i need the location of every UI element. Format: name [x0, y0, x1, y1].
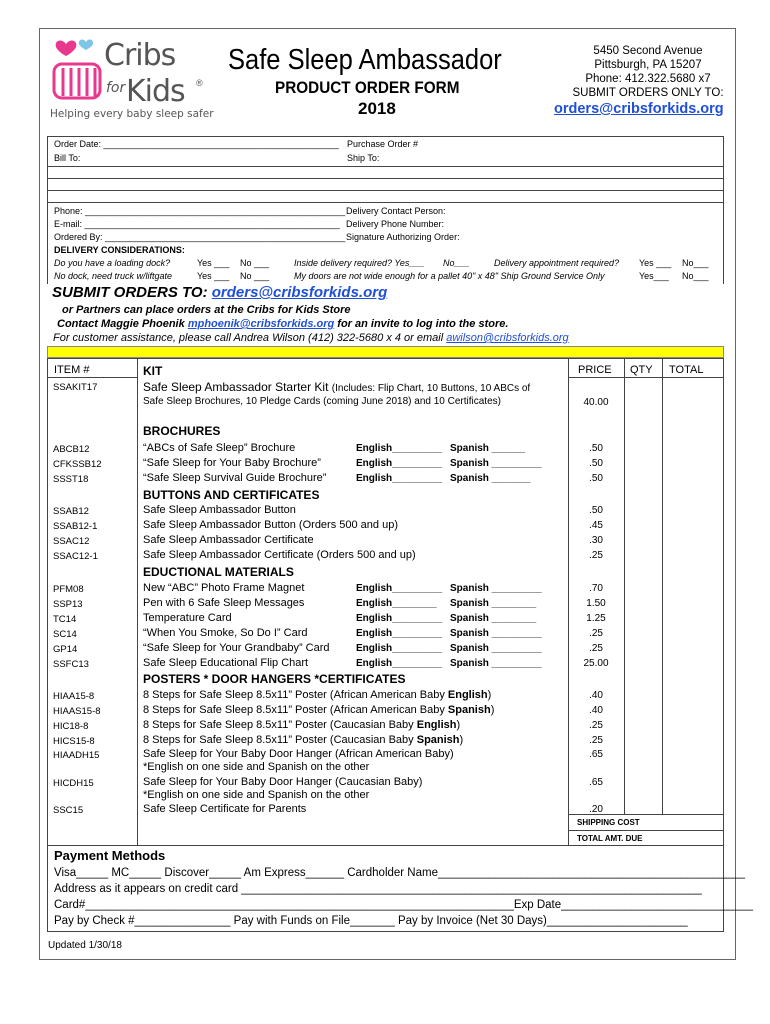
payment-methods-title: Payment Methods — [54, 848, 166, 863]
section-posters: POSTERS * DOOR HANGERS *CERTIFICATES — [143, 672, 406, 686]
highlight-bar — [47, 346, 724, 358]
item-description-text: Safe Sleep Ambassador Certificate (Orders 500 and up) — [143, 549, 416, 561]
item-price: .40 — [589, 690, 603, 701]
item-description-end: ) — [459, 734, 464, 746]
item-code: SSAB12-1 — [53, 521, 98, 532]
item-code: HIAA15-8 — [53, 691, 95, 702]
english-qty-field[interactable]: English_________ — [356, 443, 443, 454]
submit-orders-email-link[interactable]: orders@cribsforkids.org — [211, 284, 388, 301]
pallet-question: My doors are not wide enough for a pallet 40" x 48" Ship Ground Service Only — [294, 271, 605, 281]
col-total-header: TOTAL — [669, 364, 704, 376]
item-code: ABCB12 — [53, 444, 90, 455]
kit-description — [143, 380, 530, 394]
address-line-1: 5450 Second Avenue — [593, 45, 703, 57]
kit-code: SSAKIT17 — [53, 382, 98, 393]
ship-to-field[interactable]: Ship To: — [347, 153, 380, 163]
spanish-qty-field[interactable]: Spanish _________ — [450, 643, 542, 654]
ordered-by-field[interactable]: Ordered By: ________________________________________________ — [54, 232, 346, 242]
item-description — [143, 642, 330, 654]
section-brochures: BROCHURES — [143, 424, 221, 438]
rule — [47, 202, 724, 203]
rule — [624, 358, 625, 814]
spanish-qty-field[interactable]: Spanish _________ — [450, 583, 542, 594]
spanish-qty-field[interactable]: Spanish ________ — [450, 598, 537, 609]
address-line-2: Pittsburgh, PA 15207 — [594, 59, 702, 71]
rule — [47, 136, 724, 137]
crib-heart-icon — [50, 38, 104, 104]
loading-dock-question: Do you have a loading dock? — [54, 258, 171, 268]
section-buttons: BUTTONS AND CERTIFICATES — [143, 488, 320, 502]
spanish-qty-field[interactable]: Spanish ________ — [450, 613, 537, 624]
rule — [47, 931, 724, 932]
updated-date: Updated 1/30/18 — [48, 940, 122, 951]
item-description — [143, 803, 306, 815]
item-description — [143, 597, 304, 609]
item-price: .25 — [589, 550, 603, 561]
cribs-for-kids-logo — [50, 38, 214, 122]
item-description — [143, 442, 295, 454]
item-language: Spanish — [447, 704, 491, 716]
item-description-text: “Safe Sleep Survival Guide Brochure” — [143, 472, 327, 484]
item-description — [143, 582, 304, 594]
item-price: 1.50 — [586, 598, 606, 609]
item-description-text: Pen with 6 Safe Sleep Messages — [143, 597, 305, 609]
spanish-qty-field[interactable]: Spanish _______ — [450, 473, 531, 484]
english-qty-field[interactable]: English_________ — [356, 658, 443, 669]
assistance-line — [53, 332, 569, 344]
item-price: .45 — [589, 520, 603, 531]
rule — [568, 377, 724, 378]
rule — [47, 190, 724, 191]
col-item-header: ITEM # — [54, 364, 90, 376]
item-price: .70 — [589, 583, 603, 594]
item-code: SC14 — [53, 629, 77, 640]
item-description — [143, 519, 398, 531]
item-description — [143, 657, 308, 669]
item-description-text: Safe Sleep Ambassador Certificate — [143, 534, 314, 546]
col-qty-header: QTY — [630, 364, 653, 376]
submit-orders-label: SUBMIT ORDERS TO: — [52, 284, 208, 301]
rule — [47, 136, 48, 284]
item-description-text: “ABCs of Safe Sleep” Brochure — [143, 442, 296, 454]
spanish-qty-field[interactable]: Spanish ______ — [450, 443, 526, 454]
item-description-text: Safe Sleep Ambassador Button (Orders 500 and up) — [143, 519, 398, 531]
phone-field[interactable]: Phone: ____________________________________________________ — [54, 206, 346, 216]
contact-line — [57, 318, 508, 330]
item-description — [143, 627, 307, 639]
item-price: .25 — [589, 720, 603, 731]
kit-includes-cont: Safe Sleep Brochures, 10 Pledge Cards (coming June 2018) and 10 Certificates) — [143, 396, 501, 407]
contact-suffix: for an invite to log into the store. — [337, 318, 509, 330]
item-description-text: Safe Sleep Ambassador Button — [143, 504, 296, 516]
assistance-prefix: For customer assistance, please call Andrea Wilson (412) 322-5680 x 4 or email — [53, 332, 444, 344]
pallet-yes[interactable]: Yes___ — [639, 271, 669, 281]
item-price: .25 — [589, 643, 603, 654]
spanish-qty-field[interactable]: Spanish _________ — [450, 458, 542, 469]
header-email-link[interactable]: orders@cribsforkids.org — [554, 101, 724, 117]
item-description-text: 8 Steps for Safe Sleep 8.5x11” Poster (Caucasian Baby — [143, 734, 417, 746]
item-code: HIAADH15 — [53, 750, 100, 761]
email-field[interactable]: E-mail: ___________________________________________________ — [54, 219, 340, 229]
item-code: SSAB12 — [53, 506, 89, 517]
item-price: .40 — [589, 705, 603, 716]
item-price: .50 — [589, 443, 603, 454]
item-price: .25 — [589, 735, 603, 746]
appointment-question: Delivery appointment required? — [494, 258, 620, 268]
item-description — [143, 504, 296, 516]
pallet-no[interactable]: No___ — [682, 271, 709, 281]
item-code: SSC15 — [53, 805, 84, 816]
kit-includes: (Includes: Flip Chart, 10 Buttons, 10 ABCs of — [331, 383, 531, 394]
logo-registered: ® — [196, 78, 203, 88]
item-code: PFM08 — [53, 584, 84, 595]
item-description-text: “Safe Sleep for Your Grandbaby” Card — [143, 642, 330, 654]
english-qty-field[interactable]: English_________ — [356, 613, 443, 624]
delivery-considerations-label: DELIVERY CONSIDERATIONS: — [54, 245, 185, 255]
item-description — [143, 612, 232, 624]
card-number-line[interactable]: Card#___________________________________________________________________Exp Date______________________________ — [54, 899, 754, 911]
item-description — [143, 776, 422, 788]
item-description-end: ) — [490, 704, 495, 716]
logo-word-cribs: Cribs — [104, 38, 176, 73]
item-description-text: “Safe Sleep for Your Baby Brochure” — [143, 457, 321, 469]
liftgate-yes[interactable]: Yes ___ — [197, 271, 230, 281]
item-description — [143, 534, 314, 546]
item-description — [143, 472, 326, 484]
item-code: GP14 — [53, 644, 78, 655]
rule — [47, 846, 48, 932]
logo-word-for: for — [106, 80, 126, 96]
item-description-text: Safe Sleep Educational Flip Chart — [143, 657, 309, 669]
rule — [568, 830, 724, 831]
rule — [47, 377, 137, 378]
item-description — [143, 689, 491, 701]
card-type-line[interactable]: Visa_____ MC_____ Discover_____ Am Express______ Cardholder Name________________________________________________ — [54, 867, 745, 879]
item-code: SSFC13 — [53, 659, 89, 670]
english-qty-field[interactable]: English_________ — [356, 458, 443, 469]
item-price: .50 — [589, 505, 603, 516]
item-description — [143, 704, 494, 716]
loading-dock-yes[interactable]: Yes ___ — [197, 258, 230, 268]
english-qty-field[interactable]: English________ — [356, 598, 437, 609]
signature-field[interactable]: Signature Authorizing Order: — [346, 232, 460, 242]
form-year: 2018 — [358, 99, 396, 118]
contact-prefix: Contact Maggie Phoenik — [57, 318, 185, 330]
liftgate-question: No dock, need truck w/liftgate — [54, 271, 173, 281]
item-code: HICS15-8 — [53, 736, 95, 747]
logo-word-kids: Kids — [126, 74, 185, 109]
item-description-text: Temperature Card — [143, 612, 232, 624]
english-qty-field[interactable]: English_________ — [356, 473, 443, 484]
submit-orders-line — [52, 284, 387, 301]
item-code: HICDH15 — [53, 778, 94, 789]
address-phone: Phone: 412.322.5680 x7 — [585, 73, 711, 85]
inside-delivery-question[interactable]: Inside delivery required? Yes___ — [294, 258, 425, 268]
loading-dock-no[interactable]: No ___ — [240, 258, 270, 268]
item-price: .65 — [589, 749, 603, 760]
item-description-note: *English on one side and Spanish on the other — [143, 789, 370, 801]
delivery-contact-field[interactable]: Delivery Contact Person: — [346, 206, 446, 216]
item-code: SSAC12 — [53, 536, 90, 547]
item-price: .50 — [589, 458, 603, 469]
pay-options-line[interactable]: Pay by Check #_______________ Pay with Funds on File_______ Pay by Invoice (Net 30 Days)______________________ — [54, 915, 688, 927]
item-code: TC14 — [53, 614, 77, 625]
item-code: HIAAS15-8 — [53, 706, 101, 717]
english-qty-field[interactable]: English_________ — [356, 628, 443, 639]
inside-delivery-no[interactable]: No___ — [443, 258, 470, 268]
contact-email-link[interactable]: mphoenik@cribsforkids.org — [187, 318, 335, 330]
item-description-text: 8 Steps for Safe Sleep 8.5x11” Poster (African American Baby — [143, 689, 448, 701]
item-language: Spanish — [416, 734, 460, 746]
item-description-text: New “ABC” Photo Frame Magnet — [143, 582, 305, 594]
rule — [723, 846, 724, 932]
total-due-label: TOTAL AMT. DUE — [577, 834, 643, 843]
partners-store-line: or Partners can place orders at the Cribs for Kids Store — [62, 304, 351, 316]
liftgate-no[interactable]: No ___ — [240, 271, 270, 281]
item-price: .20 — [589, 804, 603, 815]
item-price: 1.25 — [586, 613, 606, 624]
item-description — [143, 734, 463, 746]
item-description-text: “When You Smoke, So Do I” Card — [143, 627, 308, 639]
kit-name: Safe Sleep Ambassador Starter Kit — [143, 380, 329, 394]
item-code: SSAC12-1 — [53, 551, 98, 562]
rule — [47, 166, 724, 167]
shipping-cost-label: SHIPPING COST — [577, 818, 640, 827]
spanish-qty-field[interactable]: Spanish _________ — [450, 628, 542, 639]
appointment-yes[interactable]: Yes ___ — [639, 258, 672, 268]
appointment-no[interactable]: No___ — [682, 258, 709, 268]
item-description-text: Safe Sleep for Your Baby Door Hanger (Caucasian Baby) — [143, 776, 423, 788]
item-description — [143, 457, 321, 469]
item-price: .30 — [589, 535, 603, 546]
item-price: 25.00 — [583, 658, 609, 669]
item-code: HIC18-8 — [53, 721, 89, 732]
rule — [662, 358, 663, 814]
item-description-text: Safe Sleep Certificate for Parents — [143, 803, 307, 815]
delivery-phone-field[interactable]: Delivery Phone Number: — [346, 219, 445, 229]
item-description-text: 8 Steps for Safe Sleep 8.5x11” Poster (Caucasian Baby — [143, 719, 417, 731]
section-educational: EDUCTIONAL MATERIALS — [143, 565, 294, 579]
spanish-qty-field[interactable]: Spanish _________ — [450, 658, 542, 669]
item-code: SSST18 — [53, 474, 89, 485]
item-price: .50 — [589, 473, 603, 484]
item-code: CFKSSB12 — [53, 459, 102, 470]
form-subtitle: PRODUCT ORDER FORM — [275, 78, 460, 97]
rule — [723, 136, 724, 284]
english-qty-field[interactable]: English_________ — [356, 643, 443, 654]
order-date-field[interactable]: Order Date: _______________________________________________ — [54, 139, 339, 149]
item-language: English — [416, 719, 457, 731]
bill-to-field[interactable]: Bill To: — [54, 153, 81, 163]
item-price: .25 — [589, 628, 603, 639]
item-description-end: ) — [487, 689, 492, 701]
col-kit-header: KIT — [143, 364, 163, 378]
logo-tagline: Helping every baby sleep safer — [50, 108, 214, 120]
assistance-email-link[interactable]: awilson@cribsforkids.org — [446, 332, 569, 344]
item-description — [143, 748, 454, 760]
form-title: Safe Sleep Ambassador — [228, 44, 502, 76]
item-language: English — [447, 689, 488, 701]
item-description-end: ) — [456, 719, 461, 731]
purchase-order-field[interactable]: Purchase Order # — [347, 139, 419, 149]
kit-price: 40.00 — [583, 397, 609, 408]
rule — [47, 178, 724, 179]
english-qty-field[interactable]: English_________ — [356, 583, 443, 594]
address-block — [568, 44, 728, 100]
item-description-text: 8 Steps for Safe Sleep 8.5x11” Poster (African American Baby — [143, 704, 448, 716]
billing-address-line[interactable]: Address as it appears on credit card ________________________________________________________________________ — [54, 883, 702, 895]
item-description — [143, 719, 460, 731]
item-code: SSP13 — [53, 599, 83, 610]
item-description-text: Safe Sleep for Your Baby Door Hanger (African American Baby) — [143, 748, 454, 760]
item-description — [143, 549, 416, 561]
item-price: .65 — [589, 777, 603, 788]
rule — [137, 358, 138, 846]
col-price-header: PRICE — [578, 364, 612, 376]
item-description-note: *English on one side and Spanish on the other — [143, 761, 370, 773]
address-submit-note: SUBMIT ORDERS ONLY TO: — [572, 87, 724, 99]
